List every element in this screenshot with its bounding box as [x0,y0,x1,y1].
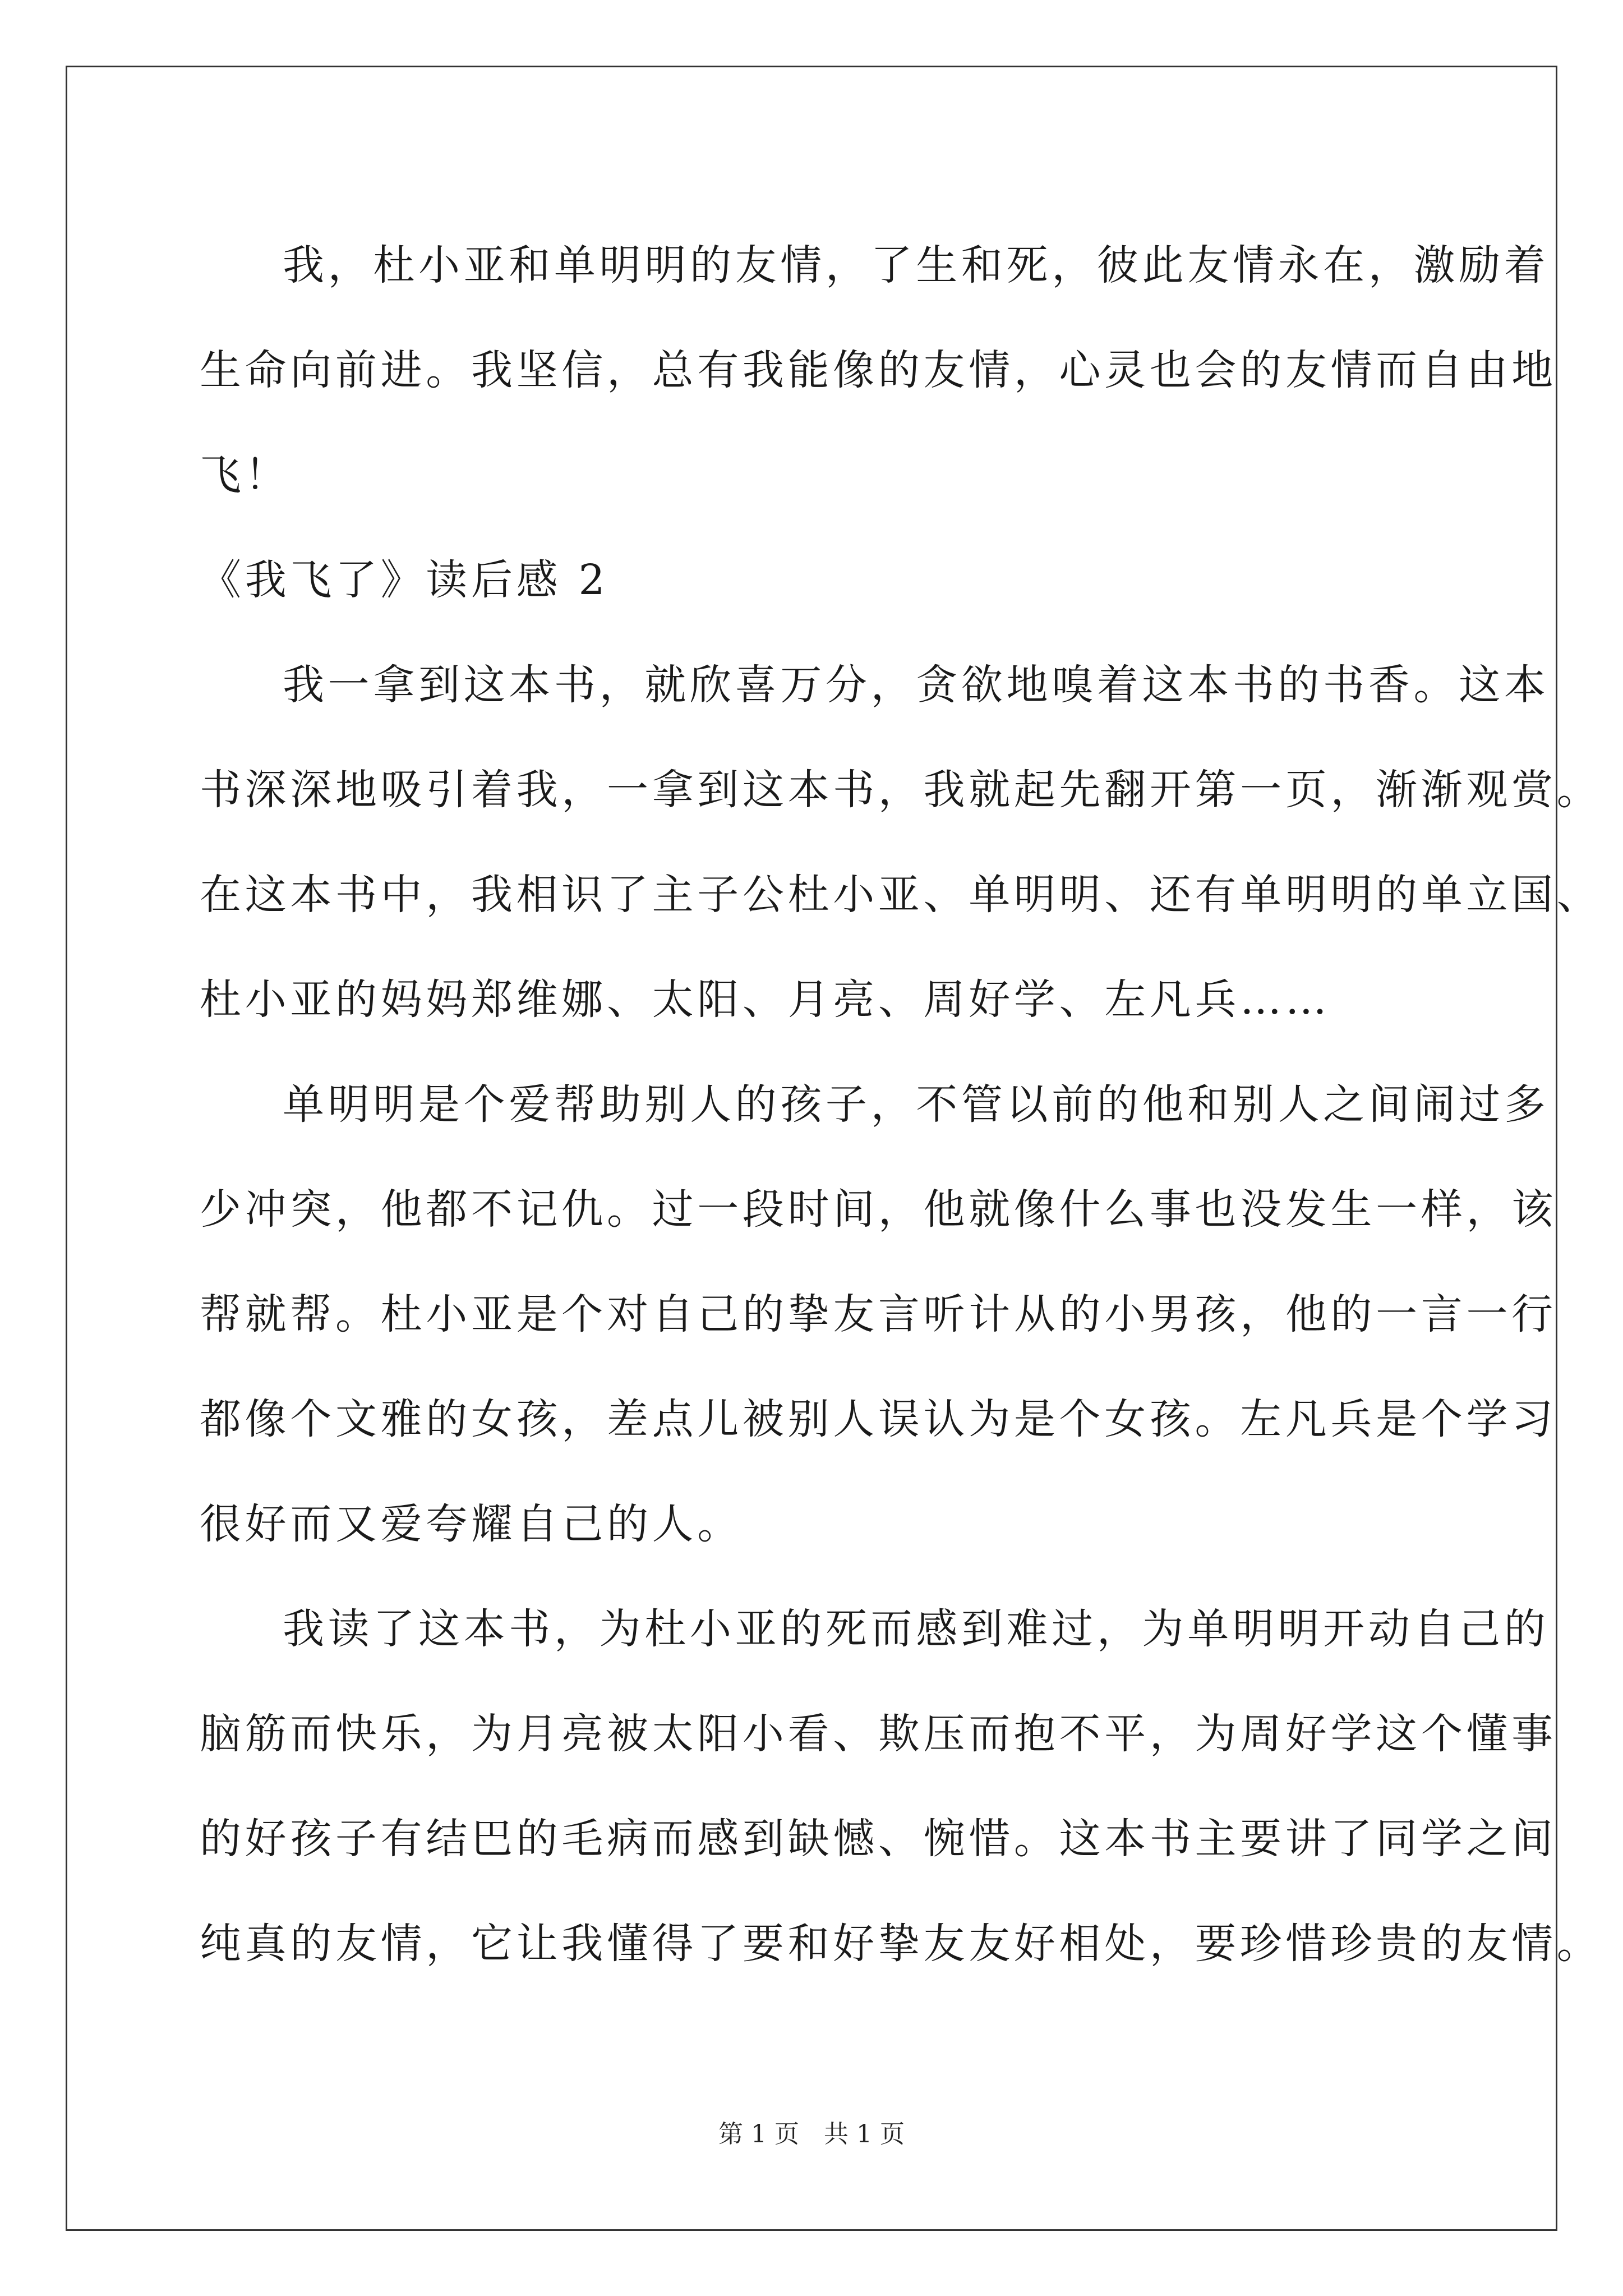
paragraph-4 [200,1577,1602,1996]
text-line: 杜小亚的妈妈郑维娜、太阳、月亮、周好学、左凡兵…… [200,976,1331,1024]
page-number: 第 1 页 [718,2120,799,2148]
text-line: 少冲突，他都不记仇。过一段时间，他就像什么事也没发生一样，该 [200,1185,1557,1234]
text-line: 我读了这本书，为杜小亚的死而感到难过，为单明明开动自己的 [283,1605,1550,1653]
text-line: 书深深地吸引着我，一拿到这本书，我就起先翻开第一页，渐渐观赏。 [200,766,1602,814]
paragraph-1 [200,213,1557,528]
text-line: 单明明是个爱帮助别人的孩子，不管以前的他和别人之间闹过多 [283,1080,1550,1129]
text-line: 很好而又爱夸耀自己的人。 [200,1500,743,1548]
paragraph-3 [200,1052,1557,1577]
page-footer [0,2118,1623,2151]
paragraph-2 [200,633,1602,1052]
text-line: 在这本书中，我相识了主子公杜小亚、单明明、还有单明明的单立国、 [200,871,1602,919]
text-line: 我，杜小亚和单明明的友情，了生和死，彼此友情永在，激励着 [283,241,1550,289]
text-line: 脑筋而快乐，为月亮被太阳小看、欺压而抱不平，为周好学这个懂事 [200,1710,1557,1758]
section-heading: 《我飞了》读后感 2 [200,556,609,604]
text-line: 我一拿到这本书，就欣喜万分，贪欲地嗅着这本书的书香。这本 [283,661,1550,709]
text-line: 飞！ [200,451,291,499]
document-body [200,213,1602,1996]
page-total: 共 1 页 [824,2120,905,2148]
text-line: 的好孩子有结巴的毛病而感到缺憾、惋惜。这本书主要讲了同学之间 [200,1815,1557,1863]
text-line: 生命向前进。我坚信，总有我能像的友情，心灵也会的友情而自由地 [200,346,1557,394]
text-line: 纯真的友情，它让我懂得了要和好挚友友好相处，要珍惜珍贵的友情。 [200,1920,1602,1968]
text-line: 帮就帮。杜小亚是个对自己的挚友言听计从的小男孩，他的一言一行 [200,1290,1557,1338]
text-line: 都像个文雅的女孩，差点儿被别人误认为是个女孩。左凡兵是个学习 [200,1395,1557,1443]
